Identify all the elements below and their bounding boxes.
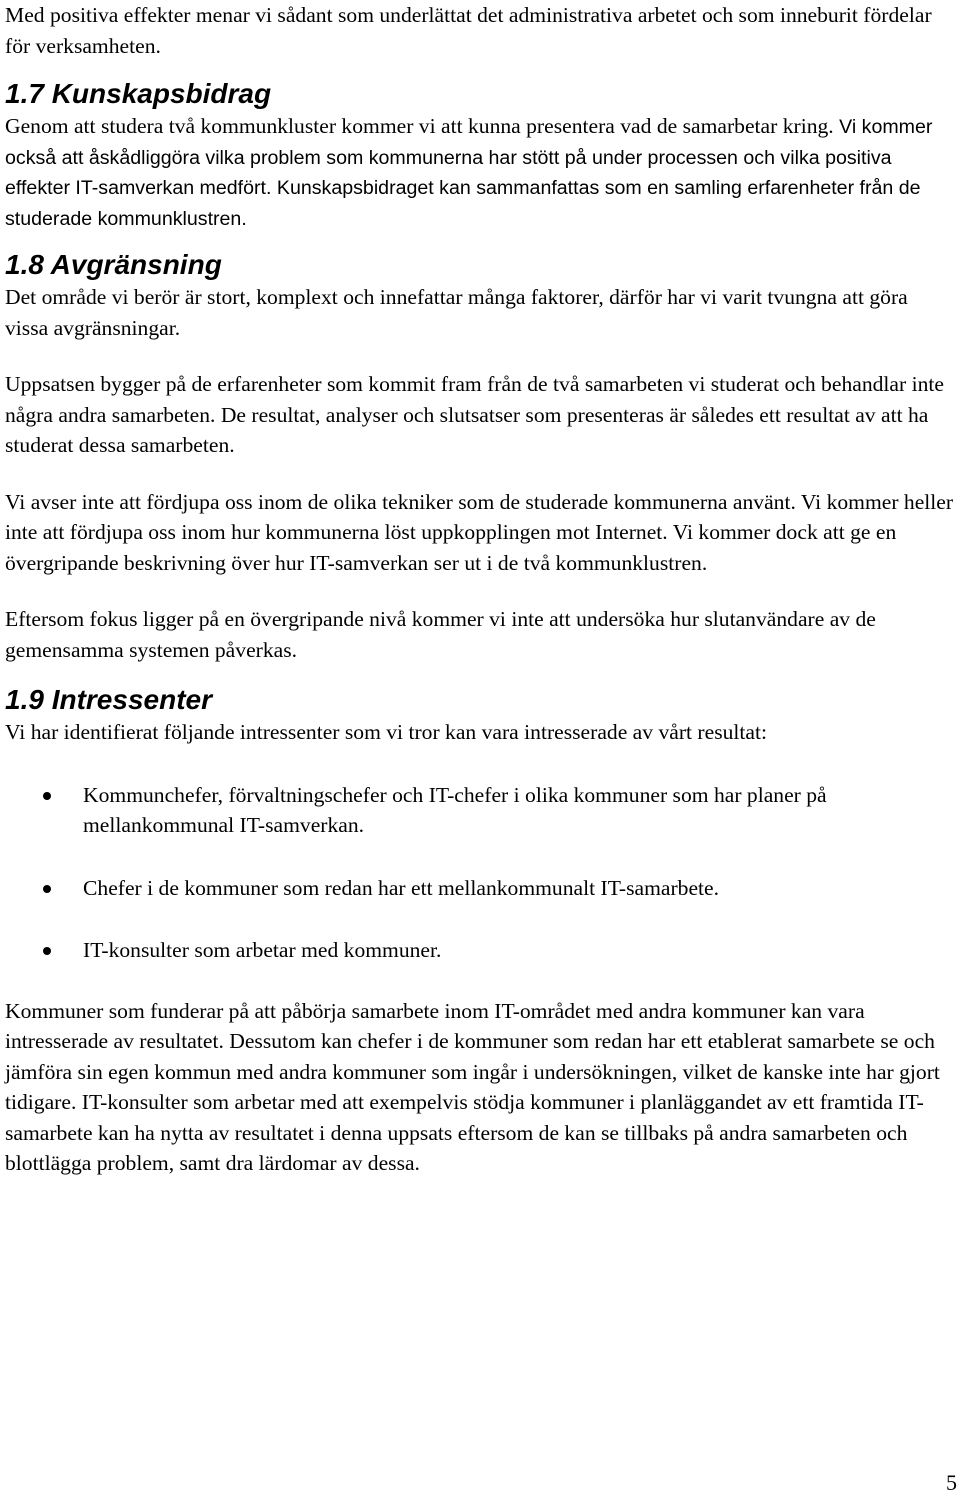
page-number: 5 <box>946 1470 957 1495</box>
section-1-9-closing-paragraph: Kommuner som funderar på att påbörja samarbete inom IT-området med andra kommuner kan vara intresserade av resultatet. Dessutom kan chefer i de kommuner som redan har ett etablerat samarbete se och jämföra sin egen kommun med andra kommuner som ingår i undersökningen, vilket de kanske inte har gjort tidigare. IT-konsulter som arbetar med att exempelvis stödja kommuner i planläggandet av ett framtida IT-samarbete kan ha nytta av resultatet i denna uppsats eftersom de kan se tillbaks på andra samarbeten och blottlägga problem, samt dra lärdomar av dessa. <box>5 998 940 1175</box>
list-item-text: Kommunchefer, förvaltningschefer och IT-chefer i olika kommuner som har planer på mellankommunal IT-samverkan. <box>83 782 827 837</box>
bullet-icon <box>43 792 51 800</box>
section-heading-1-8: 1.8 Avgränsning <box>5 249 222 280</box>
document-page <box>5 0 955 1179</box>
section-heading-1-7: 1.7 Kunskapsbidrag <box>5 78 272 109</box>
stakeholder-list <box>5 780 955 966</box>
section-1-7-sentence-1: Genom att studera två kommunkluster kommer vi att kunna presentera vad de samarbetar kring. <box>5 114 834 138</box>
section-1-8-paragraph-1: Det område vi berör är stort, komplext och innefattar många faktorer, därför har vi varit tvungna att göra vissa avgränsningar. <box>5 285 908 340</box>
list-item-text: Chefer i de kommuner som redan har ett mellankommunalt IT-samarbete. <box>83 875 720 900</box>
list-item-text: IT-konsulter som arbetar med kommuner. <box>83 938 442 962</box>
section-1-7-paragraph <box>5 111 955 234</box>
list-item <box>5 873 955 904</box>
list-item <box>5 780 955 841</box>
bullet-icon <box>43 947 51 955</box>
section-1-8-paragraph-4: Eftersom fokus ligger på en övergripande nivå kommer vi inte att undersöka hur slutanvändare av de gemensamma systemen påverkas. <box>5 607 876 662</box>
section-1-7-sentence-2: Vi kommer också att åskådliggöra vilka problem som kommunerna har stött på under processen och vilka positiva effekter IT-samverkan medfört. Kunskapsbidraget kan sammanfattas som en samling erfarenheter från de studerade kommunklustren. <box>5 116 933 230</box>
section-1-8-paragraph-3: Vi avser inte att fördjupa oss inom de olika tekniker som de studerade kommunerna använt. Vi kommer heller inte att fördjupa oss inom hur kommunerna löst uppkopplingen mot Internet. Vi kommer dock att ge en övergripande beskrivning över hur IT-samverkan ser ut i de två kommunklustren. <box>5 489 954 575</box>
list-item <box>5 935 955 966</box>
bullet-icon <box>43 885 51 893</box>
section-1-8-paragraph-2: Uppsatsen bygger på de erfarenheter som kommit fram från de två samarbeten vi studerat och behandlar inte några andra samarbeten. De resultat, analyser och slutsatser som presenteras är således ett resultat av att ha studerat dessa samarbeten. <box>5 372 944 457</box>
section-1-9-intro: Vi har identifierat följande intressenter som vi tror kan vara intresserade av vårt resultat: <box>5 720 767 744</box>
intro-paragraph: Med positiva effekter menar vi sådant som underlättat det administrativa arbetet och som inneburit fördelar för verksamheten. <box>5 3 932 58</box>
section-heading-1-9: 1.9 Intressenter <box>5 684 212 715</box>
